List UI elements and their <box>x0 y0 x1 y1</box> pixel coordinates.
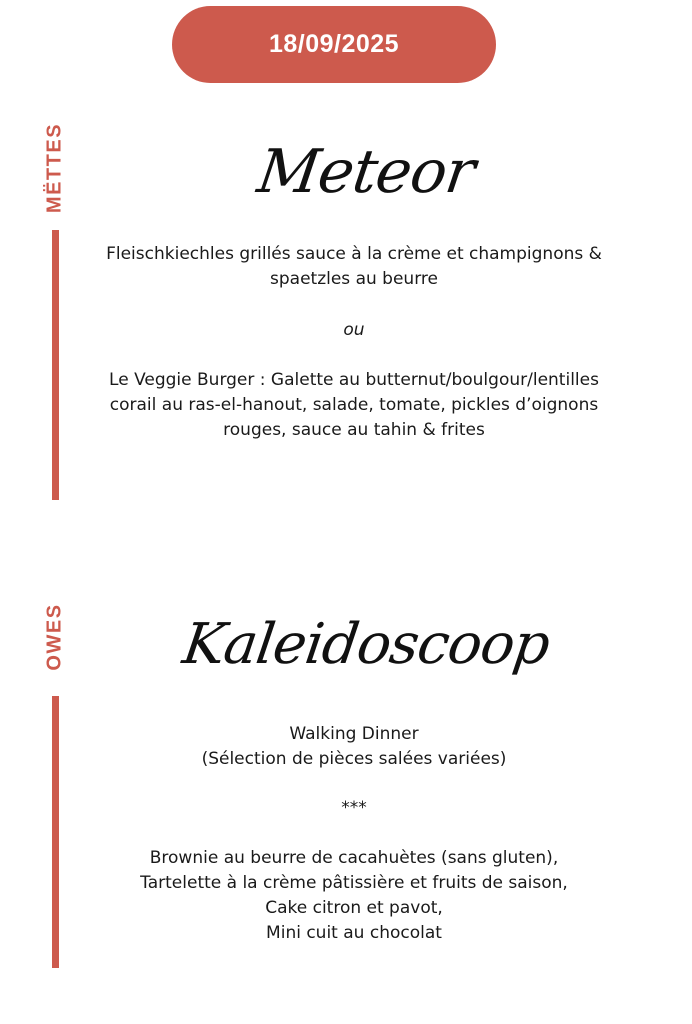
dessert-item: Cake citron et pavot, <box>265 898 443 918</box>
side-bar-owes <box>52 696 59 968</box>
stars-separator-text: *** <box>341 798 367 818</box>
walking-dinner-line: (Sélection de pièces salées variées) <box>201 749 507 769</box>
dessert-item: Tartelette à la crème pâtissière et fruits de saison, <box>140 873 568 893</box>
dish-veggie <box>100 368 608 443</box>
dish-veggie-line: Le Veggie Burger : Galette au butternut/boulgour/lentilles <box>109 370 599 390</box>
restaurant-title-kaleidoscoop: Kaleidoscoop <box>178 612 554 677</box>
stars-separator <box>100 796 608 821</box>
walking-dinner-line: Walking Dinner <box>289 724 419 744</box>
dish-meat-line: spaetzles au beurre <box>270 269 438 289</box>
or-separator <box>100 318 608 343</box>
side-bar-mettes <box>52 230 59 500</box>
or-separator-text: ou <box>343 320 365 340</box>
side-label-owes: OWES <box>43 603 66 671</box>
dessert-item: Brownie au beurre de cacahuètes (sans gluten), <box>149 848 559 868</box>
walking-dinner <box>100 722 608 772</box>
dish-meat-line: Fleischkiechles grillés sauce à la crème et champignons & <box>106 244 602 264</box>
dish-veggie-line: rouges, sauce au tahin & frites <box>223 420 485 440</box>
dessert-item: Mini cuit au chocolat <box>266 923 442 943</box>
date-text: 18/09/2025 <box>268 30 400 58</box>
dish-veggie-line: corail au ras-el-hanout, salade, tomate, pickles d’oignons <box>109 395 599 415</box>
side-label-mettes: MËTTES <box>43 122 66 214</box>
dish-meat <box>100 242 608 292</box>
desserts-list <box>100 846 608 946</box>
date-banner <box>172 6 496 83</box>
restaurant-title-meteor: Meteor <box>253 137 479 207</box>
